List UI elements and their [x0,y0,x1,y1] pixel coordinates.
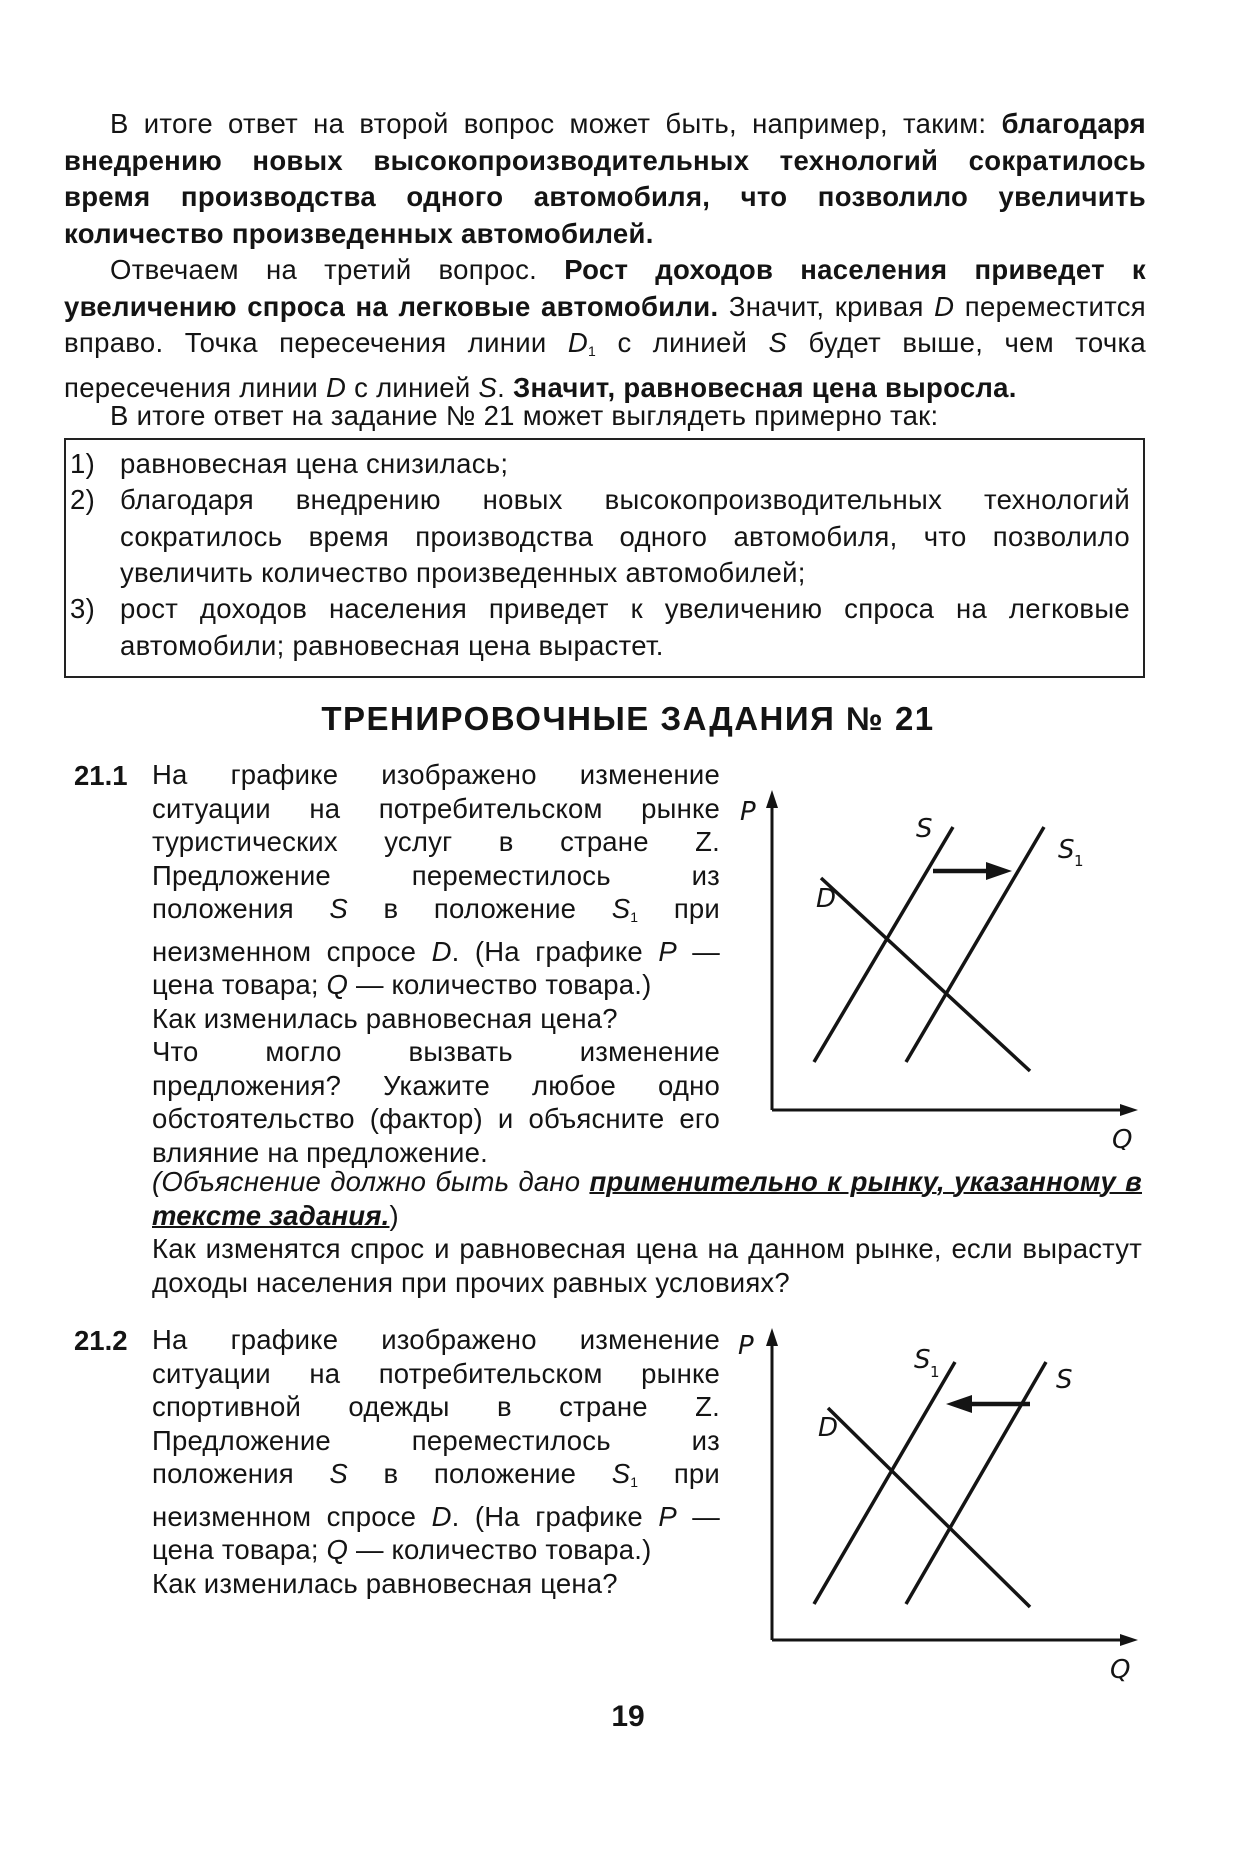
supply-label-s1-subscript: 1 [930,1363,940,1381]
supply-demand-graph-1 [730,780,1150,1150]
task-21-2-text [152,1323,720,1600]
intro-paragraph-1: В итоге ответ на второй вопрос может быть, например, таким: благодаря внедрению новых высокопроизводительных технологий сократилось время производства одного автомобиля, что позволило увеличить количество произведенных автомобилей. [64,108,1146,249]
demand-label: D [818,1413,839,1443]
supply-label-s1: S [1058,835,1075,865]
task-21-1-continued [152,1165,1142,1299]
answer-item: 1) равновесная цена снизилась; [70,448,509,479]
supply-curve-s [814,827,953,1062]
task-21-1-question-3: Как изменятся спрос и равновесная цена на данном рынке, если вырастут доходы населения при прочих равных условиях? [152,1233,1142,1298]
supply-label-s: S [916,814,933,844]
page-number: 19 [611,1700,645,1733]
demand-label: D [816,884,837,914]
demand-curve-d [828,1408,1030,1607]
task-21-1-statement: На графике изображено изменение ситуации на потребительском рынке туристических услуг в стране Z. Предложение переместилось из положения S в положение $S_1$ при неизменном спросе D. (На графике P — цена товара; Q — количество товара.) [152,759,720,1000]
intro-paragraph-3: В итоге ответ на задание № 21 может выглядеть примерно так: [110,400,939,431]
quantity-axis-label: Q [1112,1125,1133,1150]
shift-left-arrow-icon [946,1395,972,1413]
supply-curve-s1 [906,827,1044,1062]
shift-right-arrow-icon [986,862,1012,880]
supply-label-s: S [1056,1365,1073,1395]
answer-item: 2) благодаря внедрению новых высокопроизводительных технологий сократилось время производства одного автомобиля, что позволило увеличить количество произведенных автомобилей; [70,484,1130,588]
task-21-2-question-1: Как изменилась равновесная цена? [152,1567,618,1599]
price-axis-label: P [740,797,756,827]
task-number-21-2: 21.2 [74,1325,128,1356]
task-number-21-1: 21.1 [74,760,128,791]
supply-demand-graph-2 [730,1322,1150,1692]
price-axis-arrow-icon [766,790,778,808]
supply-curve-s1 [814,1362,955,1604]
supply-label-s1: S [914,1345,931,1375]
task-21-2-statement: На графике изображено изменение ситуации на потребительском рынке спортивной одежды в стране Z. Предложение переместилось из положения S в положение $S_1$ при неизменном спросе D. (На графике P — цена товара; Q — количество товара.) [152,1324,720,1565]
answer-item: 3) рост доходов населения приведет к увеличению спроса на легковые автомобили; равновесная цена вырастет. [70,593,1130,661]
quantity-axis-arrow-icon [1120,1104,1138,1116]
supply-curve-s [906,1362,1046,1604]
quantity-axis-label: Q [1110,1655,1131,1685]
task-21-1-text [152,758,720,1169]
supply-label-s1-subscript: 1 [1074,852,1084,870]
quantity-axis-arrow-icon [1120,1634,1138,1646]
price-axis-label: P [738,1331,754,1361]
section-title: ТРЕНИРОВОЧНЫЕ ЗАДАНИЯ № 21 [321,700,935,737]
intro-paragraph-2: Отвечаем на третий вопрос. Рост доходов населения приведет к увеличению спроса на легковые автомобили. Значит, кривая D переместится вправо. Точка пересечения линии $D_1$ с линией S будет выше, чем точка пересечения линии D с линией S. Значит, равновесная цена выросла. [64,254,1146,403]
task-21-1-question-2: Что могло вызвать изменение предложения? Укажите любое одно обстоятельство (фактор) и объясните его влияние на предложение. [152,1036,720,1168]
price-axis-arrow-icon [766,1328,778,1346]
task-21-1-question-1: Как изменилась равновесная цена? [152,1002,618,1034]
answer-box [64,438,1145,678]
task-21-1-note: (Объяснение должно быть дано применительно к рынку, указанному в тексте задания.) [152,1166,1142,1231]
